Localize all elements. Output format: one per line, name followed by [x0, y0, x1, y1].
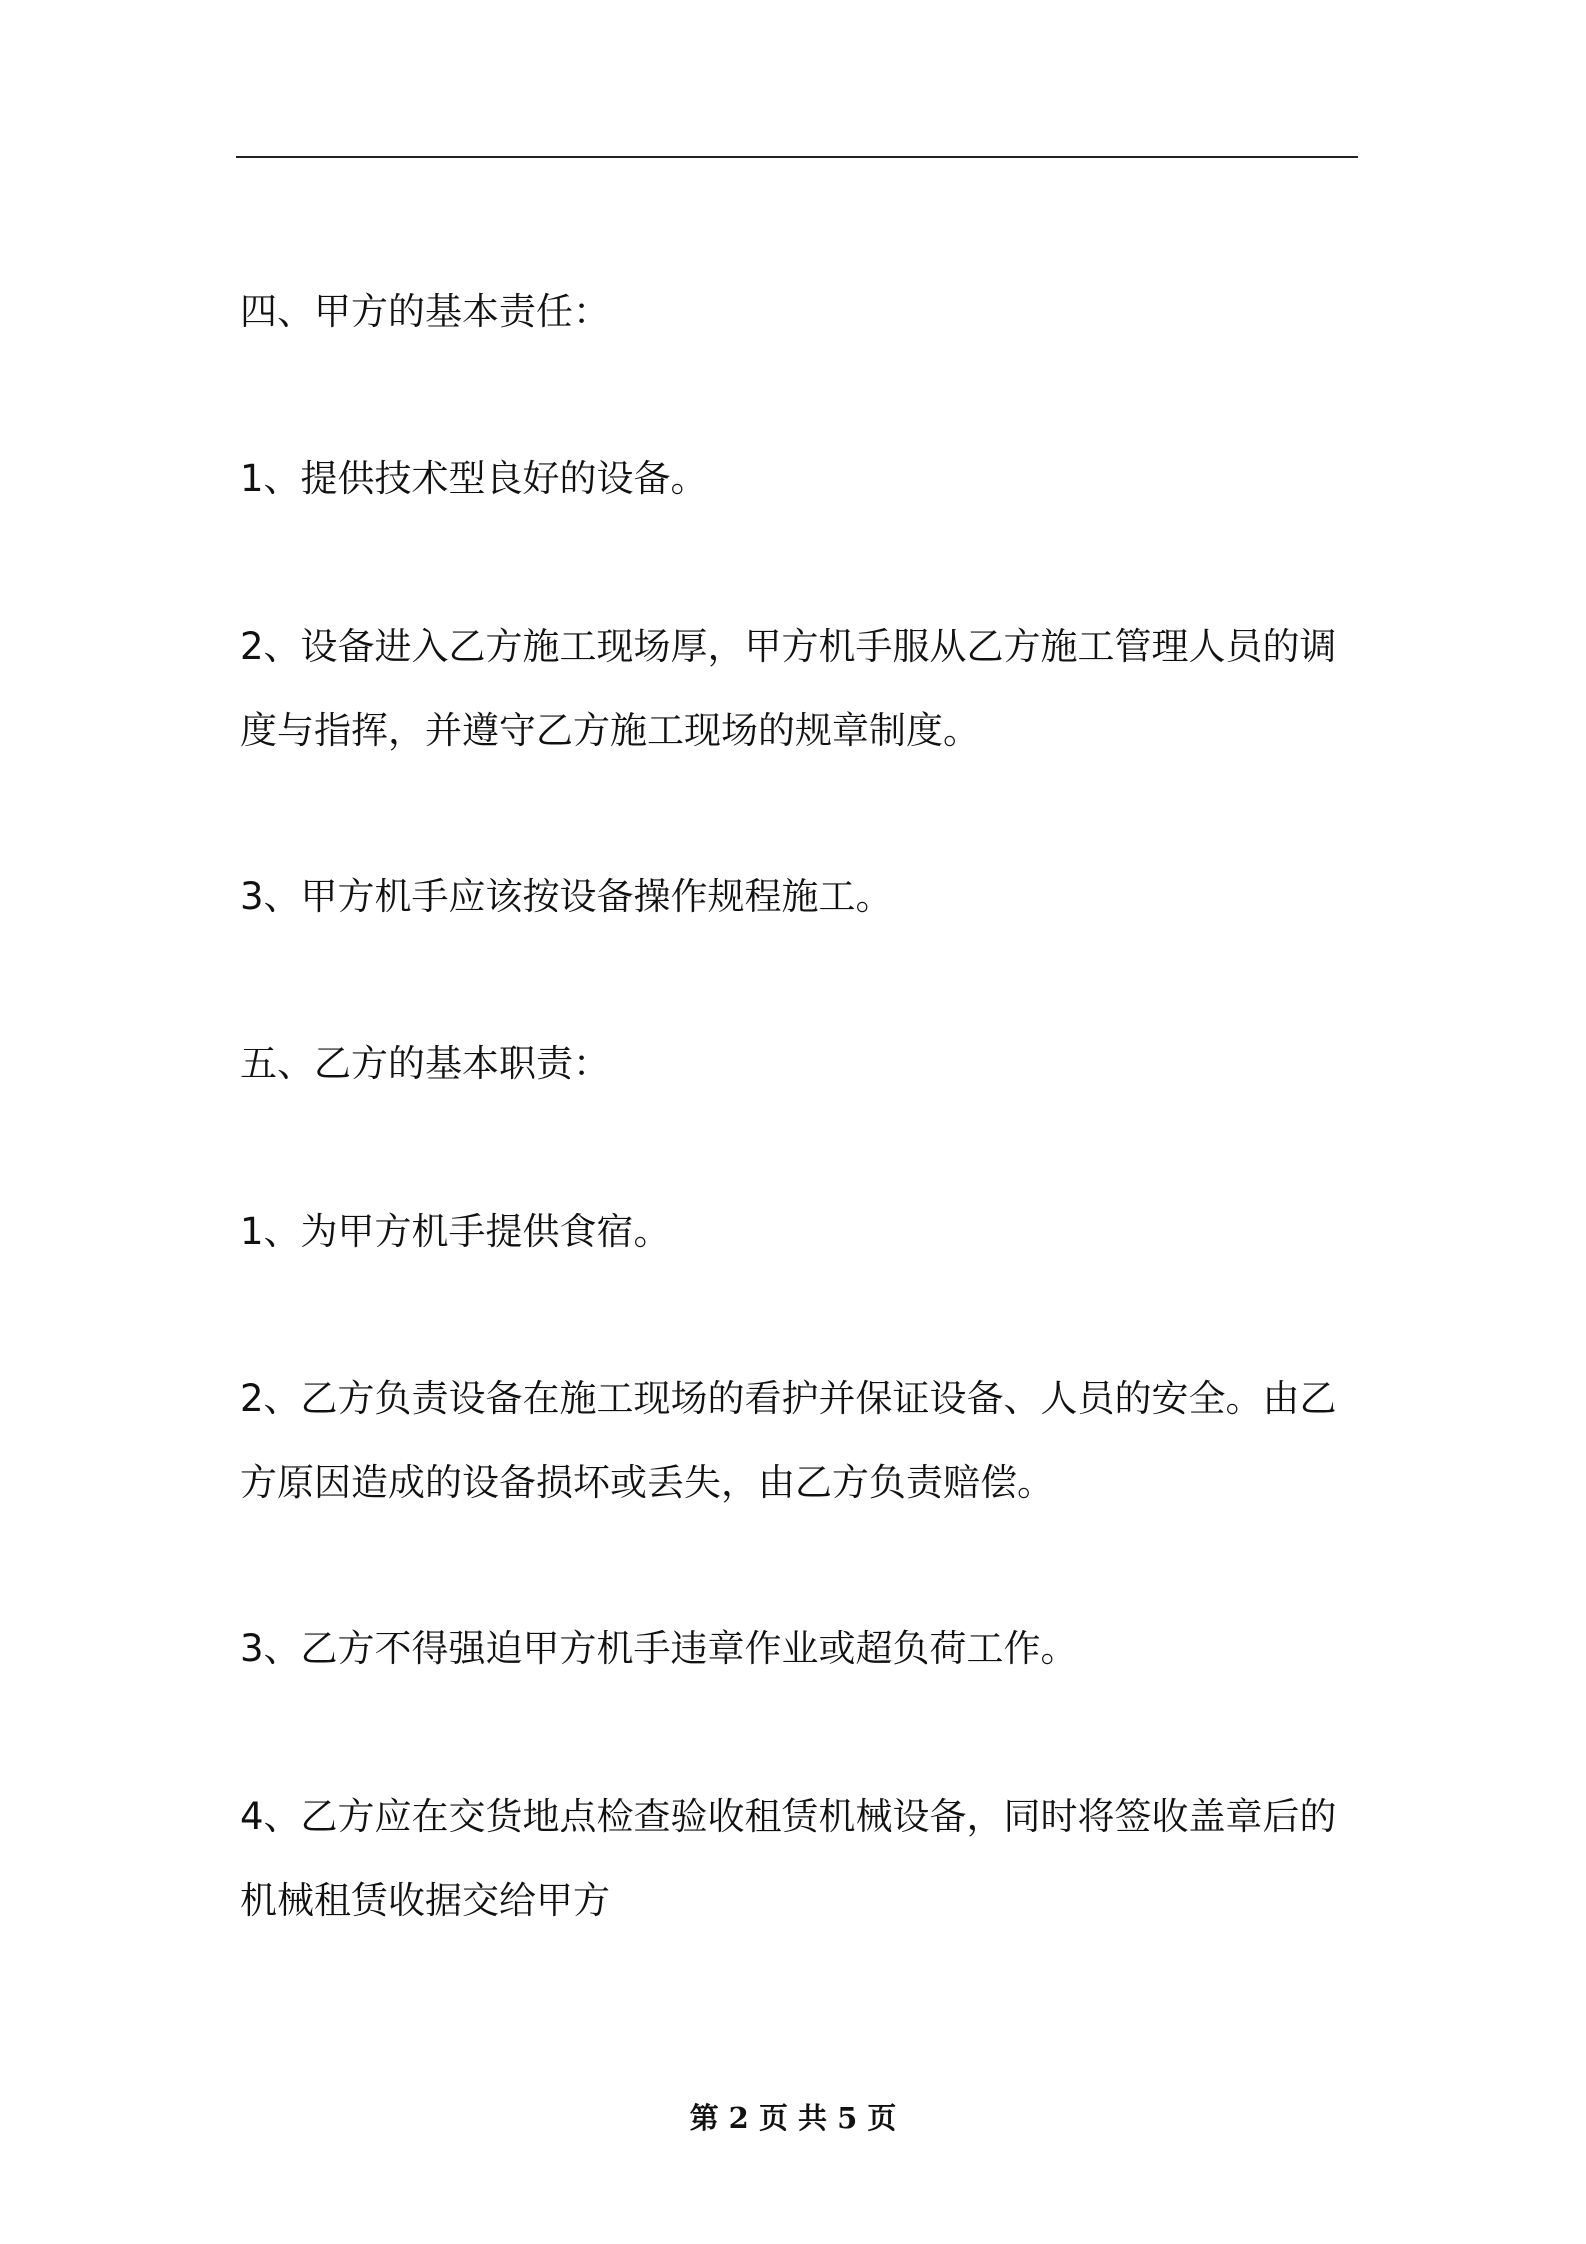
- section-heading-party-b: 五、乙方的基本职责：: [240, 1042, 610, 1085]
- clause-b-1: 1、为甲方机手提供食宿。: [240, 1210, 671, 1253]
- page-number-footer: 第 2 页 共 5 页: [689, 2101, 897, 2135]
- clause-a-1: 1、提供技术型良好的设备。: [240, 457, 708, 500]
- header-rule: [236, 156, 1358, 158]
- section-heading-party-a: 四、甲方的基本责任：: [240, 290, 610, 333]
- clause-a-3: 3、甲方机手应该按设备操作规程施工。: [240, 875, 893, 918]
- clause-b-2: 2、乙方负责设备在施工现场的看护并保证设备、人员的安全。由乙方原因造成的设备损坏或丢失，由乙方负责赔偿。: [240, 1377, 1337, 1504]
- clause-b-4: 4、乙方应在交货地点检查验收租赁机械设备，同时将签收盖章后的机械租赁收据交给甲方: [240, 1795, 1337, 1922]
- clause-b-3: 3、乙方不得强迫甲方机手违章作业或超负荷工作。: [240, 1627, 1078, 1670]
- clause-a-2: 2、设备进入乙方施工现场厚，甲方机手服从乙方施工管理人员的调度与指挥，并遵守乙方施工现场的规章制度。: [240, 625, 1337, 752]
